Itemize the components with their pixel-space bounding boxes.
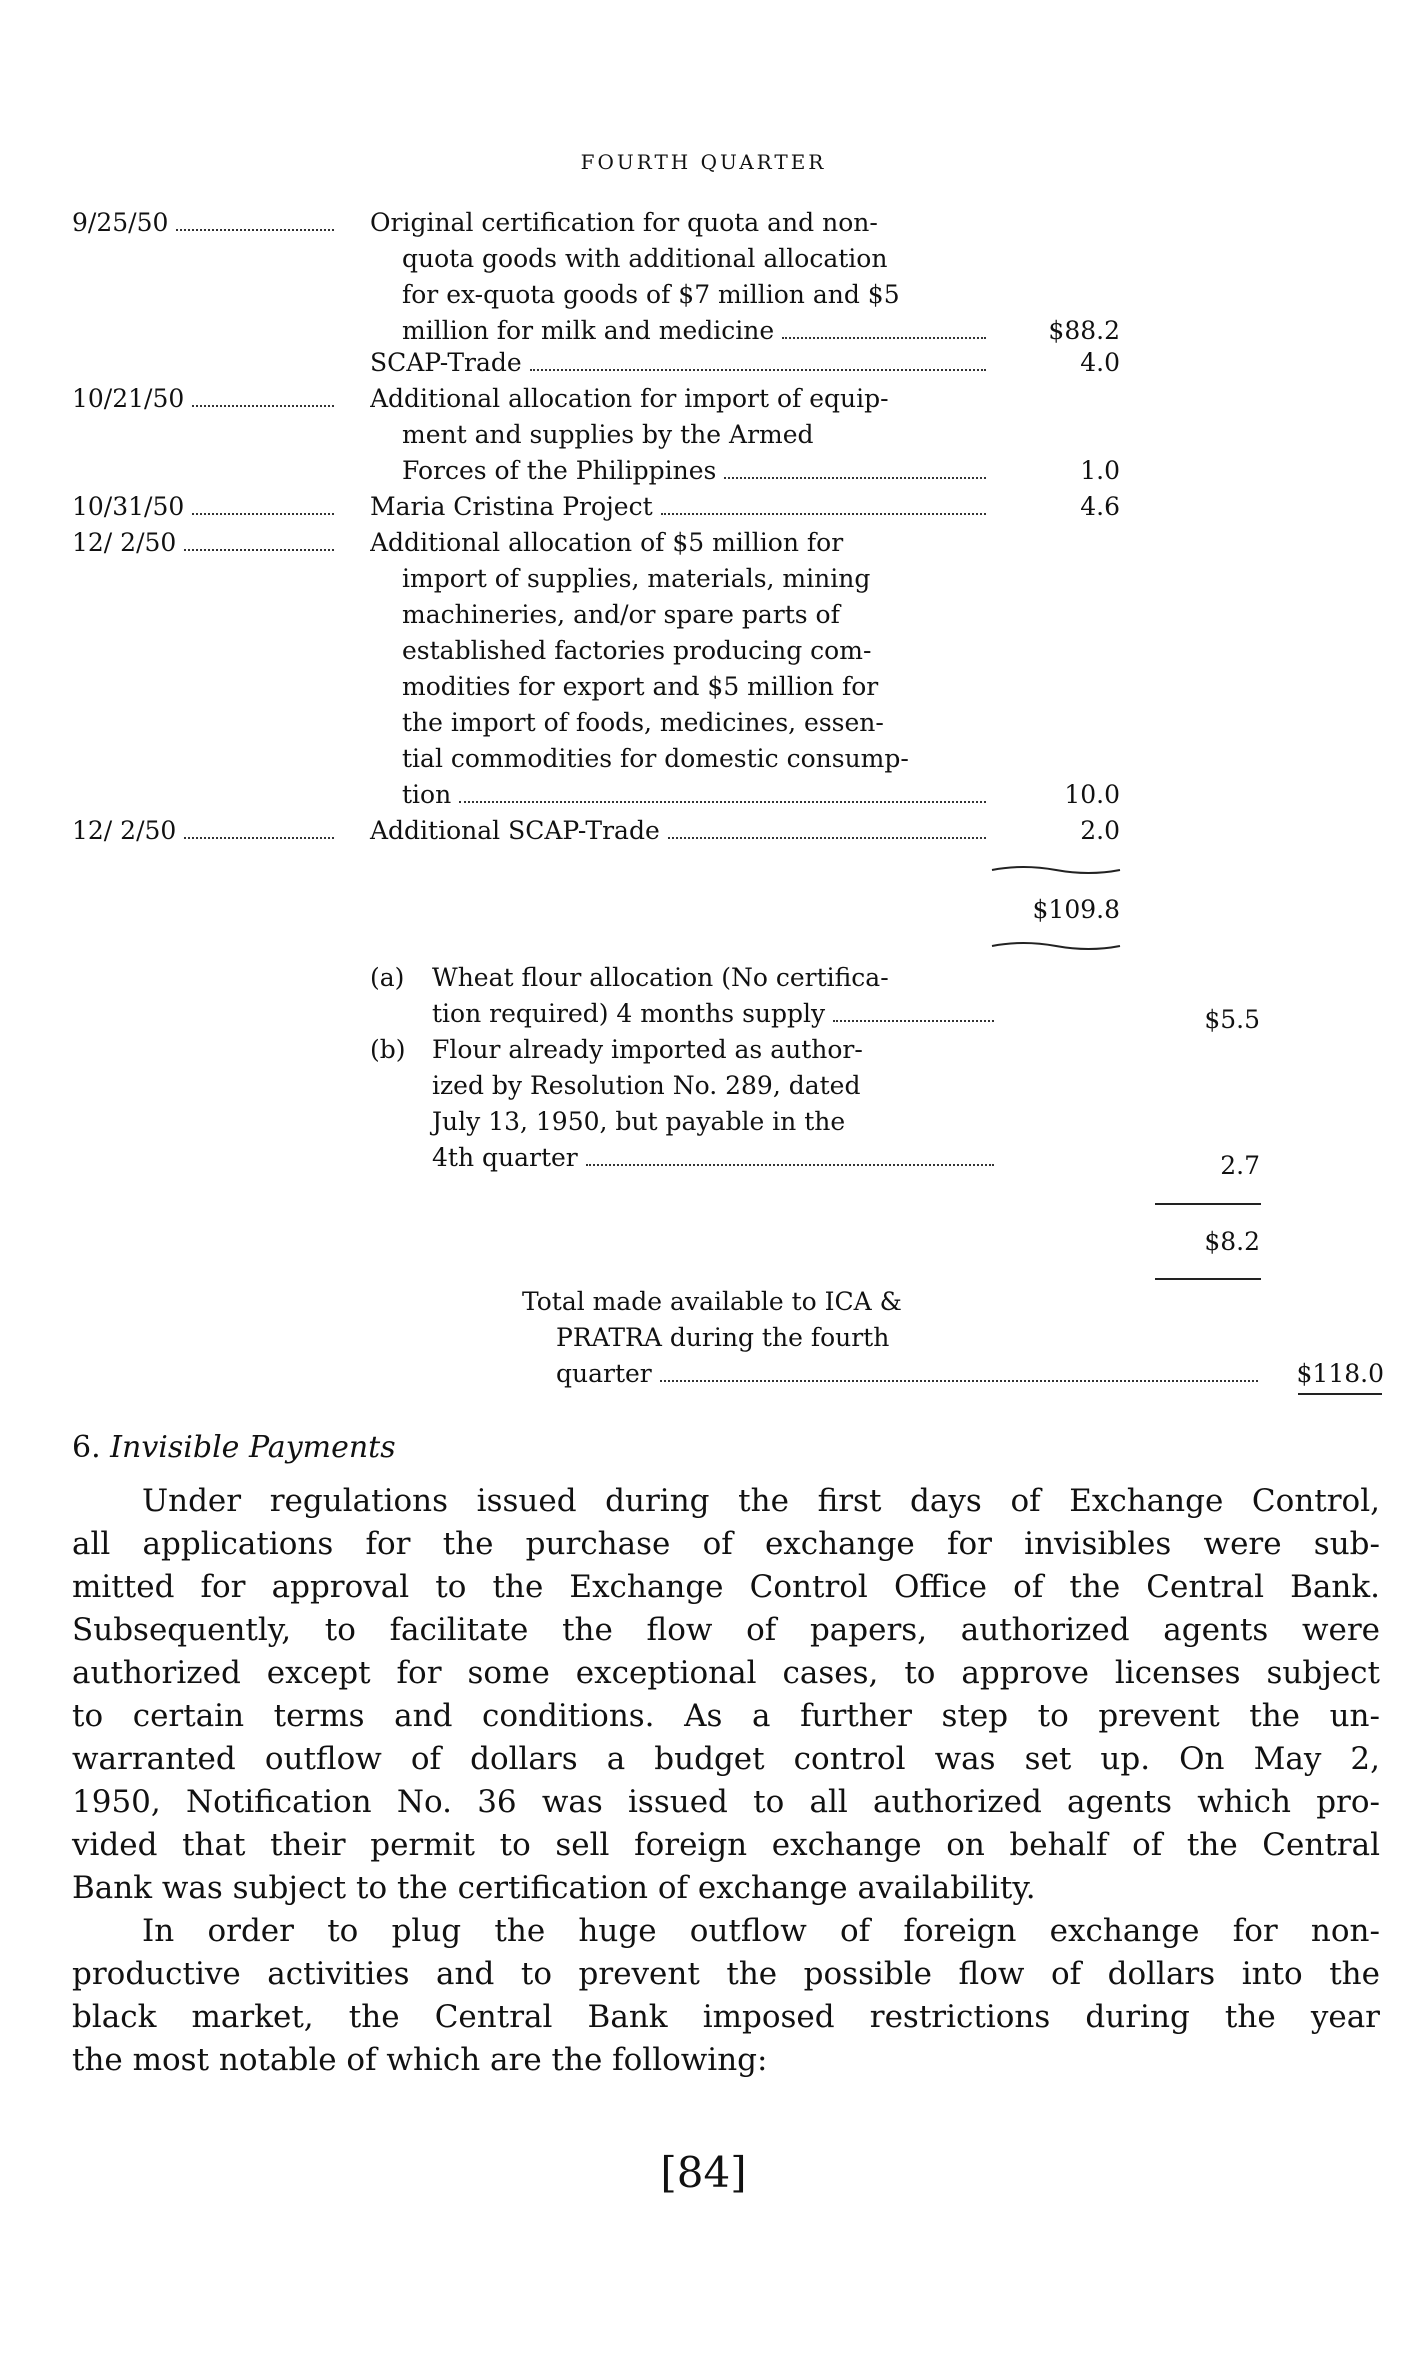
page-number: [84] [660,2148,747,2197]
entry-amount: 1.0 [1080,456,1120,485]
entry-date: 10/21/50 [72,381,340,417]
total-underline [1298,1393,1382,1395]
subtotal-rule-top [990,862,1122,878]
entry-line: for ex-quota goods of $7 million and $5 [402,280,900,309]
flour-rule-bottom [1155,1278,1261,1280]
entry-line: established factories producing com- [402,636,872,665]
flour-item-line: ized by Resolution No. 289, dated [432,1071,861,1100]
entry-amount: 4.0 [1080,348,1120,377]
flour-item-leader: tion required) 4 months supply [370,996,1000,1032]
section-title [72,1430,396,1465]
entry-description [370,205,992,349]
flour-item [370,960,1000,1032]
paragraph-line: In order to plug the huge outflow of foreign exchange for non- [142,1913,1380,1949]
flour-rule-top [1155,1203,1261,1205]
paragraph-line: the most notable of which are the following: [72,2042,768,2078]
flour-item-label: (b) [370,1035,406,1064]
entry-description [370,813,992,849]
body-paragraph [72,1910,1380,2082]
paragraph-line: 1950, Notification No. 36 was issued to all authorized agents which pro- [72,1784,1380,1820]
entry-line: tial commodities for domestic consump- [402,744,909,773]
flour-item-label: (a) [370,963,405,992]
entry-line: ment and supplies by the Armed [402,420,814,449]
subtotal-amount: $109.8 [1032,895,1120,924]
entry-line: Original certification for quota and non- [370,208,878,237]
total-line: PRATRA during the fourth [556,1323,890,1352]
entry-description [370,489,992,525]
entry-description [370,381,992,489]
entry-amount: 2.0 [1080,816,1120,845]
paragraph-line: Bank was subject to the certification of exchange availability. [72,1870,1036,1906]
entry-line: import of supplies, materials, mining [402,564,871,593]
flour-item-line: July 13, 1950, but payable in the [432,1107,846,1136]
entry-line-leader: Additional SCAP-Trade [370,813,992,849]
entry-amount: $88.2 [1048,316,1120,345]
flour-item [370,1032,1000,1176]
entry-description [370,345,992,381]
section-heading: FOURTH QUARTER [580,150,827,174]
entry-date: 9/25/50 [72,205,340,241]
paragraph-line: to certain terms and conditions. As a further step to prevent the un- [72,1698,1380,1734]
entry-line: Additional allocation for import of equip- [370,384,889,413]
flour-item-leader: 4th quarter [370,1140,1000,1176]
entry-line: modities for export and $5 million for [402,672,879,701]
grand-total [522,1284,1264,1392]
paragraph-line: productive activities and to prevent the possible flow of dollars into the [72,1956,1380,1992]
total-leader: quarter [522,1356,1264,1392]
entry-description [370,525,992,813]
entry-line-leader: tion [370,777,992,813]
flour-item-line: Flour already imported as author- [432,1035,863,1064]
flour-subtotal: $8.2 [1204,1227,1260,1256]
body-paragraph [72,1480,1380,1910]
entry-line: Additional allocation of $5 million for [370,528,844,557]
entry-line: quota goods with additional allocation [402,244,888,273]
paragraph-line: black market, the Central Bank imposed restrictions during the year [72,1999,1380,2035]
entry-date: 12/ 2/50 [72,813,340,849]
flour-amount: $5.5 [1204,1005,1260,1034]
entry-line-leader: Maria Cristina Project [370,489,992,525]
entry-line-leader: Forces of the Philippines [370,453,992,489]
paragraph-line: vided that their permit to sell foreign exchange on behalf of the Central [72,1827,1380,1863]
entry-date: 10/31/50 [72,489,340,525]
paragraph-line: warranted outflow of dollars a budget control was set up. On May 2, [72,1741,1380,1777]
paragraph-line: Under regulations issued during the first days of Exchange Control, [142,1483,1380,1519]
flour-amount: 2.7 [1220,1151,1260,1180]
total-amount: $118.0 [1296,1359,1384,1388]
entry-amount: 4.6 [1080,492,1120,521]
total-line: Total made available to ICA & [522,1287,902,1316]
entry-amount: 10.0 [1064,780,1120,809]
entry-line-leader: million for milk and medicine [370,313,992,349]
section-number: 6. [72,1430,101,1465]
paragraph-line: authorized except for some exceptional cases, to approve licenses subject [72,1655,1380,1691]
section-title-text: Invisible Payments [110,1430,396,1465]
entry-line: machineries, and/or spare parts of [402,600,840,629]
subtotal-rule-bottom [990,938,1122,954]
entry-line: the import of foods, medicines, essen- [402,708,884,737]
flour-item-line: Wheat flour allocation (No certifica- [432,963,889,992]
paragraph-line: all applications for the purchase of exchange for invisibles were sub- [72,1526,1380,1562]
entry-line-leader: SCAP-Trade [370,345,992,381]
paragraph-line: Subsequently, to facilitate the flow of papers, authorized agents were [72,1612,1380,1648]
entry-date: 12/ 2/50 [72,525,340,561]
paragraph-line: mitted for approval to the Exchange Control Office of the Central Bank. [72,1569,1380,1605]
